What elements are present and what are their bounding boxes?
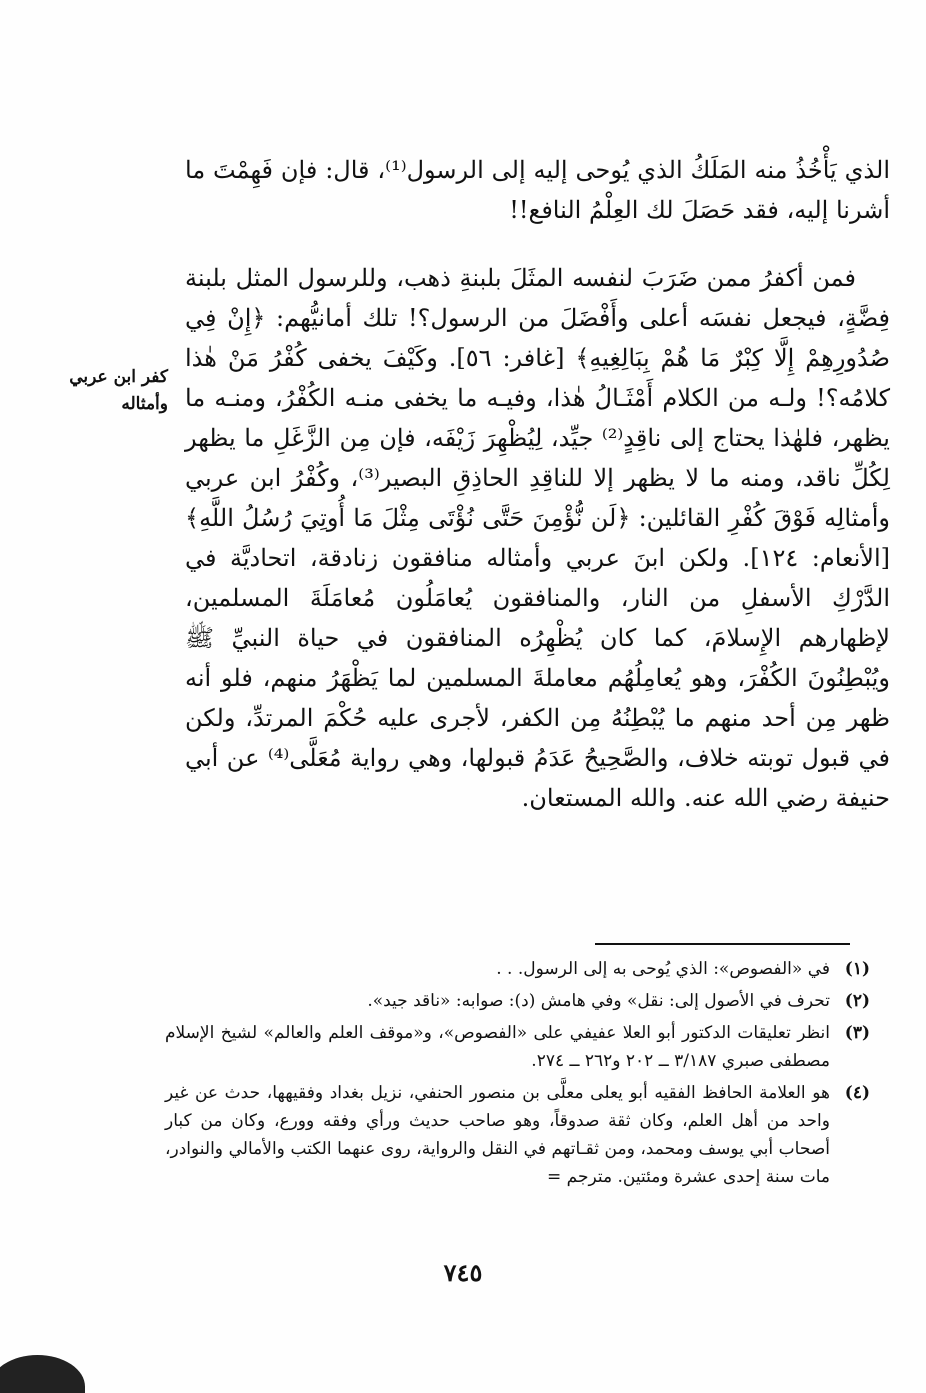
- footnote-number: (٣): [844, 1023, 870, 1043]
- footnote-3: [165, 1019, 870, 1075]
- page-number: ٧٤٥: [443, 1258, 483, 1287]
- footnote-text: هو العلامة الحافظ الفقيه أبو يعلى معلَّى بن منصور الحنفي، نزيل بغداد وفقيهها، حدث عن غير واحد من أهل العلم، وكان ثقة صدوقاً، وهو صاحب حديث ورأي وفقه وورع، وكان من كبار أصحاب أبي يوسف ومحمد، ومن ثقـاتهم في النقل والرواية، روى عنهما الكتب والأمالي والنوادر، مات سنة إحدى عشرة ومئتين. مترجم =: [165, 1083, 830, 1187]
- footnote-number: (٢): [844, 991, 870, 1011]
- main-text: [185, 150, 890, 818]
- footnote-text: تحرف في الأصول إلى: نقل» وفي هامش (د): صوابه: «ناقد جيد».: [367, 991, 830, 1011]
- scan-smudge: [0, 1355, 85, 1393]
- footnote-4: [165, 1079, 870, 1191]
- footnote-number: (٤): [844, 1083, 870, 1103]
- footnote-1: [165, 955, 870, 983]
- footnote-number: (١): [844, 959, 870, 979]
- margin-note: كفر ابن عربي وأمثاله: [69, 367, 168, 414]
- footnote-divider: [595, 943, 850, 945]
- footnote-text: في «الفصوص»: الذي يُوحى به إلى الرسول. . .: [496, 959, 830, 979]
- footnotes: [165, 955, 870, 1195]
- paragraph-2: فمن أكفرُ ممن ضَرَبَ لنفسه المثَلَ بلبنةِ ذهب، وللرسول المثل بلبنة فِضَّةٍ، فيجعل نفسَه أعلى وأَفْضَلَ من الرسول؟! تلك أمانيُّهم: ﴿إِنْ فِي صُدُورِهِمْ إِلَّا كِبْرٌ مَا هُمْ بِبَالِغِيهِ﴾ [غافر: ٥٦]. وكَيْفَ يخفى كُفْرُ مَنْ هٰذا كلامُه؟! ولـه من الكلام أَمْثَـالُ هٰذا، وفيـه ما يخفى منـه الكُفْرُ، ومنـه ما يظهر، فلهٰذا يحتاج إلى ناقِدٍ⁽²⁾ جيِّد، لِيُظْهِرَ زَيْفَه، فإن مِن الزَّغَلِ ما يظهر لِكُلِّ ناقد، ومنه ما لا يظهر إلا للناقِدِ الحاذِقِ البصير⁽³⁾، وكُفْرُ ابن عربي وأمثالِه فَوْقَ كُفْرِ القائلين: ﴿لَن نُّؤْمِنَ حَتَّى نُؤْتَى مِثْلَ مَا أُوتِيَ رُسُلُ اللَّهِ﴾ [الأنعام: ١٢٤]. ولكن ابنَ عربي وأمثاله منافقون زنادقة، اتحاديَّة في الدَّرْكِ الأسفلِ من النار، والمنافقون يُعامَلُون مُعامَلَةَ المسلمين، لإظهارهم الإِسلامَ، كما كان يُظْهِرُه المنافقون في حياة النبيِّ ﷺ ويُبْطِنُونَ الكُفْرَ، وهو يُعامِلُهُم معاملةَ المسلمين لما يَظْهَرُ منهم، فلو أنه ظهر مِن أحد منهم ما يُبْطِنُهُ مِن الكفر، لأجرى عليه حُكْمَ المرتدِّ، ولكن في قبول توبته خلاف، والصَّحِيحُ عَدَمُ قبولها، وهي رواية مُعَلَّى⁽⁴⁾ عن أبي حنيفة رضي الله عنه. والله المستعان.: [185, 264, 890, 812]
- footnote-text: انظر تعليقات الدكتور أبو العلا عفيفي على «الفصوص»، و«موقف العلم والعالم» لشيخ الإسلام مصطفى صبري ٣/١٨٧ ــ ٢٠٢ و٢٦٢ ــ ٢٧٤.: [165, 1023, 830, 1071]
- paragraph-1: الذي يَأْخُذُ منه المَلَكُ الذي يُوحى إليه إلى الرسول⁽¹⁾، قال: فإن فَهِمْتَ ما أشرنا إليه، فقد حَصَلَ لك العِلْمُ النافع!!: [185, 156, 890, 224]
- footnote-2: [165, 987, 870, 1015]
